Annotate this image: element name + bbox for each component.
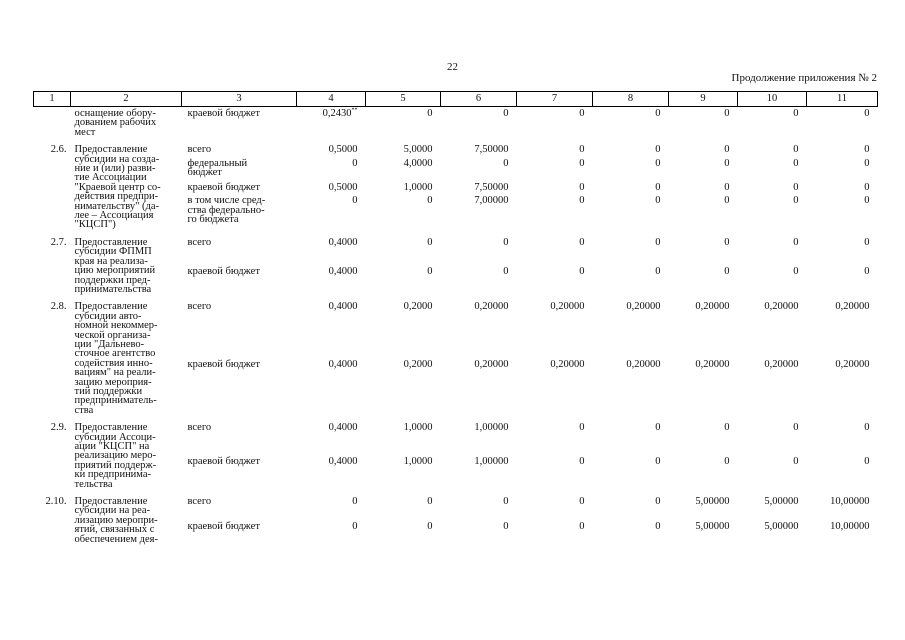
- row-index: 2.9.: [50, 422, 67, 434]
- amount-cell: 0: [655, 182, 661, 194]
- column-number-header: [34, 92, 878, 107]
- funding-source: всего: [187, 301, 212, 313]
- table-row: [34, 495, 878, 520]
- table-row: [34, 107, 878, 138]
- amount-cell: 1,00000: [474, 422, 509, 434]
- amount-cell: 0: [864, 456, 870, 468]
- amount-cell: 0: [352, 195, 358, 207]
- amount-cell: 5,0000: [403, 144, 433, 156]
- amount-cell: 0: [655, 195, 661, 207]
- row-index: 2.10.: [45, 496, 67, 508]
- amount-cell: 0,20000: [695, 301, 730, 313]
- amount-cell: 10,00000: [830, 496, 870, 508]
- amount-cell: 0,20000: [626, 358, 661, 370]
- row-index: 2.7.: [50, 236, 67, 248]
- column-header: 9: [669, 92, 738, 107]
- amount-cell: 0: [655, 236, 661, 248]
- amount-cell: 0: [864, 266, 870, 278]
- amount-cell: 0: [579, 496, 585, 508]
- amount-cell: 1,0000: [403, 182, 433, 194]
- amount-cell: 0: [579, 182, 585, 194]
- amount-cell: 0: [864, 144, 870, 156]
- amount-cell: 0: [427, 496, 433, 508]
- amount-cell: 0: [352, 157, 358, 169]
- amount-cell: 0: [655, 108, 661, 119]
- amount-cell: 0: [427, 236, 433, 248]
- amount-cell: 0,2430**: [322, 107, 358, 119]
- column-header: 2: [71, 92, 182, 107]
- column-header: 5: [366, 92, 441, 107]
- column-header: 4: [297, 92, 366, 107]
- amount-cell: 0: [427, 108, 433, 119]
- amount-cell: 0,20000: [764, 358, 799, 370]
- amount-cell: 0: [793, 195, 799, 207]
- amount-cell: 5,00000: [695, 496, 730, 508]
- amount-cell: 0: [864, 182, 870, 194]
- amount-cell: 0,20000: [550, 301, 585, 313]
- amount-cell: 5,00000: [695, 520, 730, 532]
- table-row: [34, 300, 878, 357]
- amount-cell: 0: [427, 266, 433, 278]
- amount-cell: 0,20000: [835, 358, 870, 370]
- funding-source: краевой бюджет: [187, 358, 260, 370]
- amount-cell: 0: [864, 236, 870, 248]
- table-body: [34, 107, 878, 545]
- funding-source: краевой бюджет: [187, 182, 260, 194]
- amount-cell: 1,00000: [474, 456, 509, 468]
- amount-cell: 7,50000: [474, 144, 509, 156]
- amount-cell: 0: [793, 157, 799, 169]
- funding-source: краевой бюджет: [187, 108, 260, 119]
- amount-cell: 0,20000: [474, 301, 509, 313]
- amount-cell: 0,20000: [764, 301, 799, 313]
- table-row: [34, 421, 878, 455]
- amount-cell: 0,2000: [403, 301, 433, 313]
- amount-cell: 0: [579, 236, 585, 248]
- amount-cell: 0,4000: [328, 236, 358, 248]
- activity-name: Предоставление субсидии ФПМП края на реализа- цию мероприятий поддержки пред- принимательства: [74, 236, 156, 295]
- amount-cell: 0: [579, 108, 585, 119]
- amount-cell: 0,4000: [328, 358, 358, 370]
- amount-cell: 0: [655, 496, 661, 508]
- page-number: 22: [447, 61, 458, 73]
- amount-cell: 0: [864, 195, 870, 207]
- amount-cell: 7,00000: [474, 195, 509, 207]
- amount-cell: 1,0000: [403, 422, 433, 434]
- amount-cell: 0: [793, 144, 799, 156]
- amount-cell: 0: [724, 182, 730, 194]
- amount-cell: 0,20000: [474, 358, 509, 370]
- funding-source: всего: [187, 144, 212, 156]
- row-index: 2.6.: [50, 144, 67, 156]
- amount-cell: 0: [793, 456, 799, 468]
- amount-cell: 0,4000: [328, 456, 358, 468]
- amount-cell: 0: [724, 157, 730, 169]
- amount-cell: 0: [579, 157, 585, 169]
- amount-cell: 0: [793, 182, 799, 194]
- amount-cell: 0,2000: [403, 358, 433, 370]
- amount-cell: 0,20000: [626, 301, 661, 313]
- amount-cell: 0: [724, 144, 730, 156]
- activity-name: Предоставление субсидии Ассоци- ации "КЦСП" на реализацию меро- приятий поддерж- ки предпринима- тельства: [74, 422, 157, 490]
- amount-cell: 0: [724, 236, 730, 248]
- amount-cell: 0,4000: [328, 266, 358, 278]
- activity-name: Предоставление субсидии на созда- ние и (или) разви- тие Ассоциации "Краевой центр со- действия предпри- нимательству" (да- лее – Ассоциация "КЦСП"): [74, 144, 161, 231]
- appendix-continuation-label: Продолжение приложения № 2: [731, 72, 877, 84]
- funding-source: всего: [187, 236, 212, 248]
- column-header: 11: [807, 92, 878, 107]
- amount-cell: 0: [579, 520, 585, 532]
- footnote-mark: **: [351, 107, 358, 114]
- amount-cell: 0: [655, 422, 661, 434]
- amount-cell: 0,20000: [695, 358, 730, 370]
- amount-cell: 0: [579, 195, 585, 207]
- amount-cell: 0: [503, 157, 509, 169]
- row-index: [34, 107, 71, 138]
- funding-source: в том числе сред- ства федерально- го бюджета: [187, 195, 266, 226]
- amount-cell: 0: [864, 157, 870, 169]
- amount-cell: 0: [579, 456, 585, 468]
- amount-cell: 0,4000: [328, 422, 358, 434]
- amount-cell: 0,5000: [328, 182, 358, 194]
- activity-name: Предоставление субсидии на реа- лизацию меропри- ятий, связанных с обеспечением дея-: [74, 496, 158, 545]
- amount-cell: 0: [503, 108, 509, 119]
- amount-cell: 0: [655, 157, 661, 169]
- activity-name: Предоставление субсидии авто- номной некоммер- ческой организа- ции "Дальнево- сточное агентство содействия инно- вациям" на реали- зацию мероприя- тий поддержки предприниматель- ства: [74, 301, 158, 416]
- amount-cell: 0,20000: [550, 358, 585, 370]
- amount-cell: 0,5000: [328, 144, 358, 156]
- amount-cell: 0: [793, 108, 799, 119]
- amount-cell: 0: [352, 520, 358, 532]
- funding-source: краевой бюджет: [187, 266, 260, 278]
- table-row: [34, 143, 878, 156]
- amount-cell: 0,20000: [835, 301, 870, 313]
- amount-cell: 0: [503, 236, 509, 248]
- table-row: [34, 236, 878, 265]
- column-header: 3: [182, 92, 297, 107]
- amount-cell: 0: [655, 144, 661, 156]
- amount-cell: 7,50000: [474, 182, 509, 194]
- funding-source: всего: [187, 422, 212, 434]
- amount-cell: 5,00000: [764, 496, 799, 508]
- amount-cell: 0: [793, 236, 799, 248]
- amount-cell: 0: [724, 266, 730, 278]
- amount-cell: 0: [579, 144, 585, 156]
- column-header: 7: [517, 92, 593, 107]
- amount-cell: 0: [579, 266, 585, 278]
- amount-cell: 0: [427, 520, 433, 532]
- funding-source: всего: [187, 496, 212, 508]
- amount-cell: 0: [724, 456, 730, 468]
- column-header: 6: [441, 92, 517, 107]
- amount-cell: 0: [793, 266, 799, 278]
- amount-cell: 0: [579, 422, 585, 434]
- amount-cell: 5,00000: [764, 520, 799, 532]
- amount-cell: 0: [655, 266, 661, 278]
- amount-cell: 0: [427, 195, 433, 207]
- amount-cell: 1,0000: [403, 456, 433, 468]
- row-index: 2.8.: [50, 301, 67, 313]
- amount-cell: 0: [864, 422, 870, 434]
- amount-cell: 0: [793, 422, 799, 434]
- amount-cell: 0: [724, 108, 730, 119]
- amount-cell: 4,0000: [403, 157, 433, 169]
- column-header: 8: [593, 92, 669, 107]
- amount-cell: 0: [724, 422, 730, 434]
- amount-cell: 0: [655, 520, 661, 532]
- column-header: 10: [738, 92, 807, 107]
- funding-source: федеральный бюджет: [187, 157, 248, 178]
- budget-table: [33, 91, 878, 544]
- amount-cell: 0: [503, 496, 509, 508]
- amount-cell: 10,00000: [830, 520, 870, 532]
- funding-source: краевой бюджет: [187, 456, 260, 468]
- amount-cell: 0: [503, 520, 509, 532]
- column-header: 1: [34, 92, 71, 107]
- amount-cell: 0: [352, 496, 358, 508]
- activity-name: оснащение обору- дованием рабочих мест: [74, 108, 157, 138]
- amount-cell: 0: [864, 108, 870, 119]
- amount-cell: 0: [503, 266, 509, 278]
- amount-cell: 0: [655, 456, 661, 468]
- amount-cell: 0: [724, 195, 730, 207]
- funding-source: краевой бюджет: [187, 520, 260, 532]
- amount-cell: 0,4000: [328, 301, 358, 313]
